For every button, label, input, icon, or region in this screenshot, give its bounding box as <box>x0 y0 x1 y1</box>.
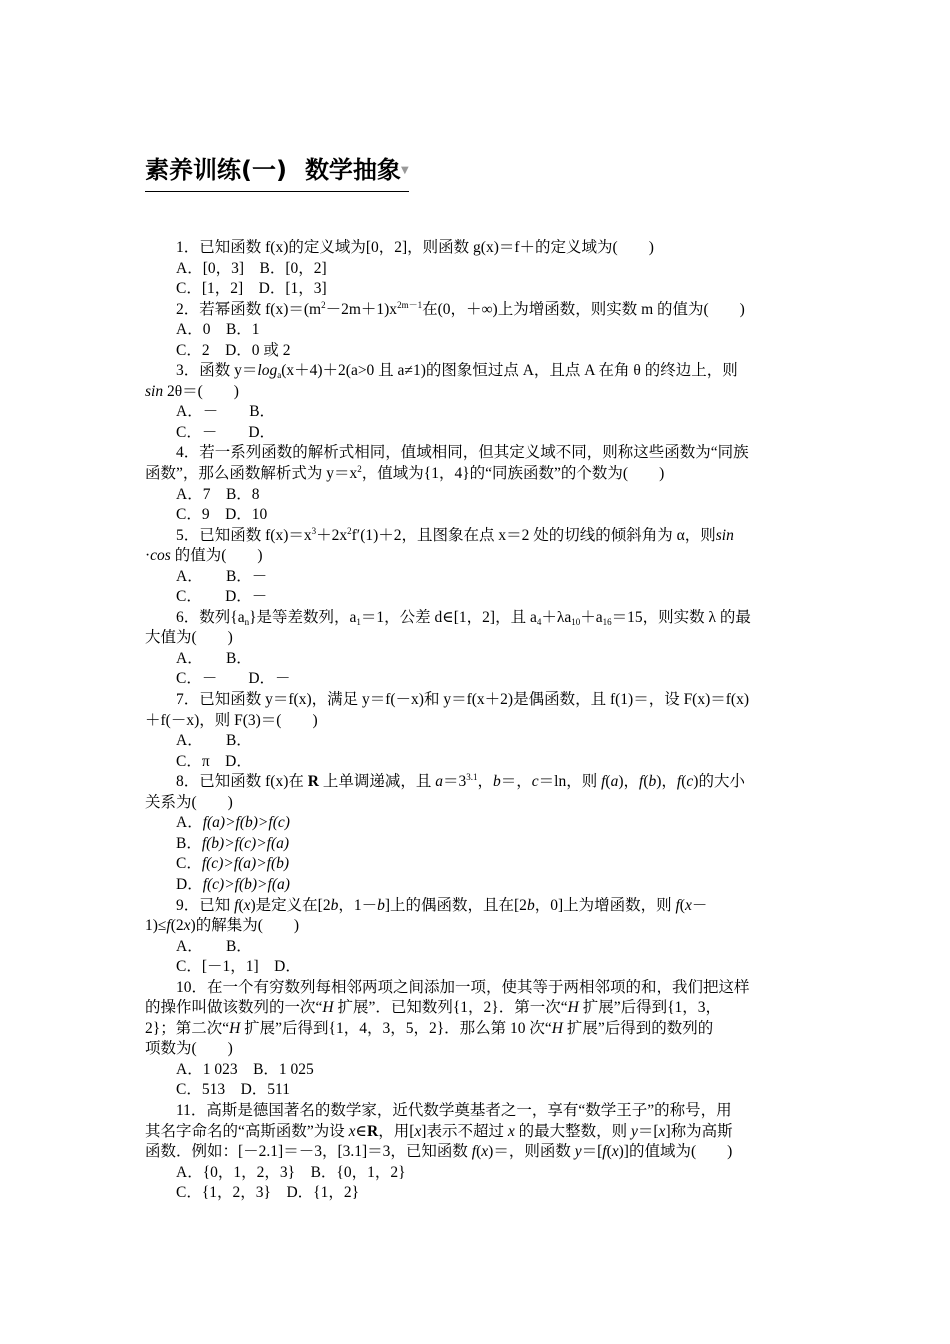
q9-options-cd: C．[－1，1] D． <box>176 958 301 976</box>
dropdown-triangle-icon: ▼ <box>400 165 409 176</box>
q4-options-ab: A．7 B．8 <box>176 485 260 503</box>
q11-options-ab: A．{0，1，2，3} B．{0，1，2} <box>176 1163 406 1181</box>
title-right: 数学抽象 <box>304 156 401 184</box>
q10-stem-line4: 项数为( ) <box>145 1040 233 1058</box>
q6-stem-line1: 6．数列$\{a_n\}$是等差数列，$a_1=1$，公差 d∈[1，2]，且 $a_4+\lambda a_{10}+a_{16}=15$，则实数 λ 的最 <box>176 608 751 627</box>
q9-stem-line1: 9．已知 f(x)是定义在[2b，1－b]上的偶函数，且在[2b，0]上为增函数，则 f(x－ <box>176 896 708 914</box>
q11-options-cd: C．{1，2，3} D．{1，2} <box>176 1184 360 1202</box>
q2-options-cd: C．2 D．0 或 2 <box>176 341 291 359</box>
q7-options-cd: C．π D． <box>176 752 252 770</box>
q8-option-c: C．f(c)>f(a)>f(b) <box>176 855 290 873</box>
q11-stem-line3: 函数．例如：[－2.1]＝－3，[3.1]＝3，已知函数 f(x)＝，则函数 y＝[f(x)]的值域为( ) <box>145 1143 733 1161</box>
q8-stem-line2: 关系为( ) <box>145 793 233 811</box>
q10-stem-line2: 的操作叫做该数列的一次“H 扩展”．已知数列{1，2}．第一次“H 扩展”后得到{1，3， <box>145 999 722 1017</box>
q1-options-cd: C．[1，2] D．[1，3] <box>176 280 327 298</box>
q9-options-ab: A． B． <box>176 937 252 955</box>
title-left: 素养训练(一) <box>145 156 287 184</box>
q5-stem-line2: ·cos 的值为( ) <box>145 547 263 565</box>
q10-stem-line1: 10．在一个有穷数列每相邻两项之间添加一项，使其等于两相邻项的和，我们把这样 <box>176 978 750 996</box>
q4-stem-line2: 函数”，那么函数解析式为 $y=x^2$，值域为{1，4}的“同族函数”的个数为( ) <box>145 464 665 483</box>
q1-stem: 1．已知函数 f(x)的定义域为[0，2]，则函数 g(x)＝f＋的定义域为( ) <box>176 239 654 256</box>
question-list <box>145 238 807 1204</box>
q11-stem-line1: 11．高斯是德国著名的数学家，近代数学奠基者之一，享有“数学王子”的称号，用 <box>176 1101 732 1119</box>
q3-options-ab: A．－ B． <box>176 403 276 421</box>
q3-stem-line2: sin 2θ＝( ) <box>145 382 239 400</box>
q8-option-d: D．f(c)>f(b)>f(a) <box>176 875 290 893</box>
q10-options-ab: A．1 023 B．1 025 <box>176 1060 314 1078</box>
q5-options-ab: A． B．－ <box>176 567 268 585</box>
q10-options-cd: C．513 D．511 <box>176 1081 290 1099</box>
page-title <box>145 150 409 192</box>
q11-stem-line2: 其名字命名的“高斯函数”为设 x∈R，用[x]表示不超过 x 的最大整数，则 y＝[x]称为高斯 <box>145 1122 733 1140</box>
q8-option-b: B．f(b)>f(c)>f(a) <box>176 834 290 852</box>
q4-options-cd: C．9 D．10 <box>176 506 268 524</box>
q3-stem-line1: 3．函数 $y=\log_a(x+4)+2(a>0$ 且 a≠1)的图象恒过点 A，且点 A 在角 θ 的终边上，则 <box>176 362 738 381</box>
q10-stem-line3: 2}；第二次“H 扩展”后得到{1，4，3，5，2}．那么第 10 次“H 扩展”后得到的数列的 <box>145 1019 714 1037</box>
q7-stem-line1: 7．已知函数 y＝f(x)，满足 y＝f(－x)和 y＝f(x＋2)是偶函数，且 f(1)＝，设 F(x)＝f(x) <box>176 691 749 709</box>
q5-stem-line1: 5．已知函数 $f(x)=x^3+2x^2f'(1)+2$，且图象在点 x＝2 处的切线的倾斜角为 α，则sin <box>176 525 734 544</box>
q9-stem-line2: 1)≤f(2x)的解集为( ) <box>145 917 300 935</box>
q5-options-cd: C． D．－ <box>176 588 268 606</box>
q6-stem-line2: 大值为( ) <box>145 629 233 647</box>
q6-options-cd: C．－ D．－ <box>176 670 291 688</box>
q6-options-ab: A． B． <box>176 649 252 667</box>
q1-options-ab: A．[0，3] B．[0，2] <box>176 259 327 277</box>
q7-stem-line2: ＋f(－x)，则 F(3)＝( ) <box>145 711 318 729</box>
q8-stem-line1: 8．已知函数 f(x)在 R 上单调递减，且 $a=3^{3.1}$，b＝，c＝ln，则 f(a)，f(b)，f(c)的大小 <box>176 772 745 791</box>
q4-stem-line1: 4．若一系列函数的解析式相同，值域相同，但其定义域不同，则称这些函数为“同族 <box>176 444 749 462</box>
q7-options-ab: A． B． <box>176 732 252 750</box>
q8-option-a: A．f(a)>f(b)>f(c) <box>176 814 290 832</box>
q2-options-ab: A．0 B．1 <box>176 321 260 339</box>
q3-options-cd: C．－ D． <box>176 423 276 441</box>
q2-stem: 2．若幂函数 $f(x)=(m^2-2m+1)x^{2m-1}$在(0，＋∞)上为增函数，则实数 m 的值为( ) <box>176 299 745 318</box>
